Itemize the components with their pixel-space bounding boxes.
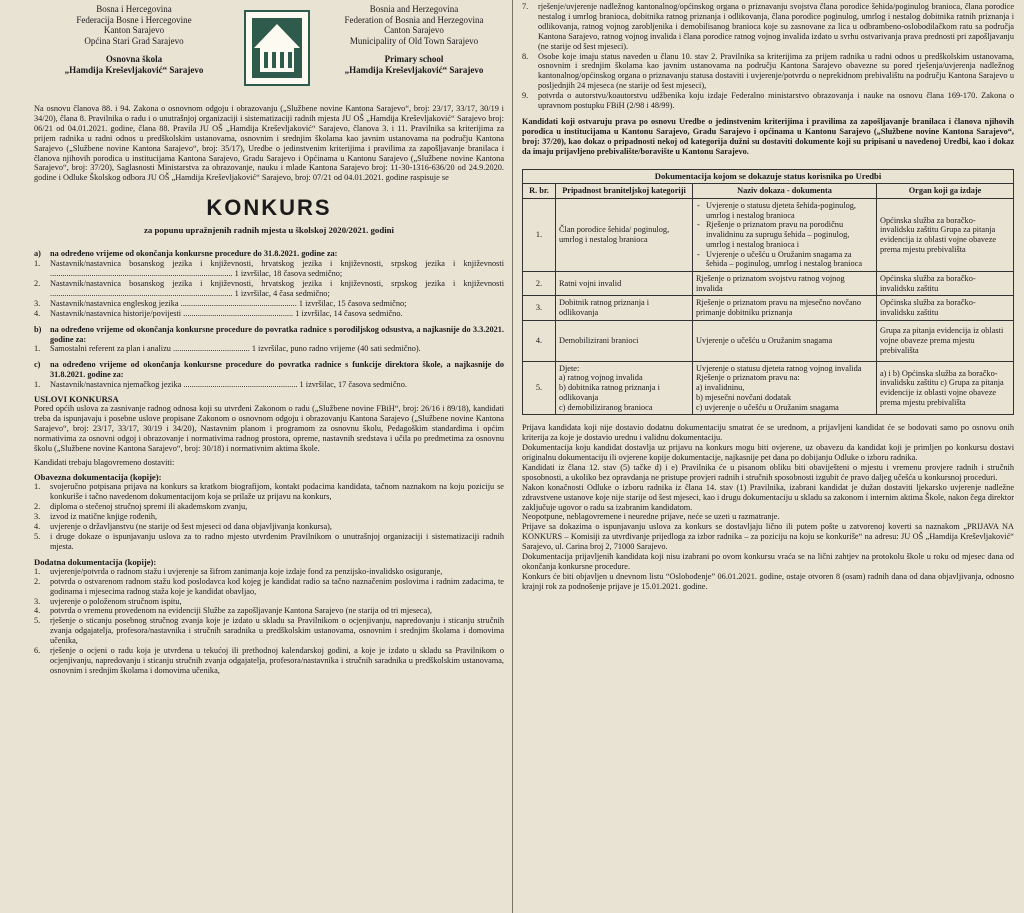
list-item: uvjerenje/potvrda o radnom stažu i uvjerenje sa šifrom zanimanja koje izdaje fond za penzijsko-invalidsko osiguranje,	[50, 566, 443, 576]
list-number: 2.	[34, 502, 41, 512]
table-cell: 4.	[523, 320, 556, 361]
list-item: diploma o stečenoj stručnoj spremi ili akademskom zvanju,	[50, 502, 248, 512]
table-header: Pripadnost braniteljskoj kategoriji	[556, 184, 693, 199]
table-cell	[693, 199, 877, 272]
list-number: 9.	[522, 91, 529, 101]
table-cell: Rješenje o priznatom svojstvu ratnog vojnog invalida	[693, 271, 877, 295]
cell-line: c) demobiliziranog branioca	[559, 402, 653, 412]
list-number: 1.	[34, 259, 41, 269]
table-row	[523, 199, 1014, 272]
table-row	[523, 296, 1014, 320]
section-b	[34, 325, 504, 355]
table-cell: Rješenje o priznatom pravu na mjesečno novčano primanje dobitniku priznanja	[693, 296, 877, 320]
section-letter: b)	[34, 324, 42, 334]
table-cell: Demobilizirani branioci	[556, 320, 693, 361]
section-letter: a)	[34, 249, 41, 259]
list-item: Nastavnik/nastavnica bosanskog jezika i književnosti, hrvatskog jezika i književnosti, srpskog jezika i književnosti ........................................................................................ 1 izvršilac, 4 časa sedmično;	[50, 278, 504, 298]
list-number: 2.	[34, 278, 41, 288]
letterhead-left	[34, 4, 234, 75]
list-item: Nastavnik/nastavnica bosanskog jezika i književnosti, hrvatskog jezika i književnosti, srpskog jezika i književnosti ........................................................................................ 1 izvršilac, 18 časova sedmično;	[50, 259, 504, 279]
school-name-bs: Osnovna škola	[105, 54, 163, 64]
section-heading: na određeno vrijeme od okončanja konkursne procedure do povratka radnice s porodiljskog odsustva, a najkasnije do 3.3.2021. godine za:	[50, 324, 504, 344]
table-cell	[556, 361, 693, 415]
list-number: 4.	[34, 606, 41, 616]
table-cell: 5.	[523, 361, 556, 415]
table-cell: 3.	[523, 296, 556, 320]
table-cell: Član porodice šehida/ poginulog, umrlog i nestalog branioca	[556, 199, 693, 272]
cell-line: a) ratnog vojnog invalida	[559, 373, 643, 383]
list-item: Osobe koje imaju status naveden u članu 10. stav 2. Pravilnika sa kriterijima za prijem radnika u radni odnos u predškolskim ustanovama, osnovnim i srednjim školama kao javnim ustanovama na području Kantona Sarajevo obavezne su pored rješenja/uvjerenja nadležnog kantonalnog/općinskog organa o priznavanju statusa dostaviti i uvjerenje/potvrdu o neprekidnom prebivalištu na području Kantona Sarajevo u posljednjih 24 mjeseca (ne starije od šest mjeseci),	[538, 51, 1014, 91]
list-item: potvrda o vremenu provedenom na evidenciji Službe za zapošljavanje Kantona Sarajevo (ne starija od tri mjeseca),	[50, 606, 432, 616]
page-subtitle: za popunu upražnjenih radnih mjesta u školskoj 2020/2021. godini	[143, 225, 395, 236]
list-item: rješenje/uvjerenje nadležnog kantonalnog/općinskog organa o priznavanju svojstva člana porodice šehida/poginulog branioca, člana porodice nestalog i umrlog branioca, dobitnika ratnog priznanja i odlikovanja, člana porodice poginulog, umrlog i nestalog dobitnika ratnih priznanja i odlikovanja, ratnog vojnog zarobljenika i demobilisanog branioca koje su zasnovane za lica u odbrambeno-oslobodilačkom ratu sa područja Kantona Sarajevo, ratnog vojnog invalida i člana porodice ratnog vojnog invalida izdato u svrhu ostvarivanja prava prednosti pri zapošljavanju (ne starije od šest mjeseci).	[538, 2, 1014, 51]
table-header: R. br.	[523, 184, 556, 199]
school-logo-icon	[244, 10, 310, 86]
closing-paragraph: Kandidati iz člana 12. stav (5) tačke d) i e) Pravilnika će u pisanom obliku biti obaviješteni o mjestu i vremenu provjere radnih i stručnih sposobnosti, a ukoliko bez opravdanja ne pristupe provjeri radnih i stručnih sposobnosti izgubit će pravo daljeg učešća u konkursnoj proceduri.	[522, 462, 1014, 482]
list-number: 2.	[34, 576, 41, 586]
kandidati-text: Kandidati trebaju blagovremeno dostaviti:	[34, 457, 175, 467]
obavezna-heading: Obavezna dokumentacija (kopije):	[34, 472, 162, 483]
right-column	[516, 0, 1024, 913]
closing-paragraph: Prijave sa dokazima o ispunjavanju uslova za konkurs se dostavljaju lično ili putem pošte u zatvorenoj koverti sa naznakom „PRIJAVA NA KONKURS – Komisiji za utvrđivanje prijedloga za izbor radnika – za poziciju na koju se konkuriše“ na adresu: JU OŠ „Hamdija Kreševljaković“ Sarajevo, ul. Carina broj 2, 71000 Sarajevo.	[522, 522, 1014, 552]
closing-paragraph: Nakon konačnosti Odluke o izboru radnika iz člana 14. stav (1) Pravilnika, izabrani kandidat je dužan dostaviti ljekarsko uvjerenje nadležne zdravstvene ustanove koje nije starije od šest mjeseci, kao i drugu dokumentaciju u skladu sa zakonom i internim aktima Škole, nakon čega direktor zaključuje ugovor o radu sa izabranim kandidatom.	[522, 482, 1014, 512]
list-item: svojeručno potpisana prijava na konkurs sa kratkom biografijom, kontakt podacima kandidata, tačnom naznakom na koju poziciju se konkuriše i tačno navedenom dokumentacijom koja se prilaže uz prijavu na konkurs,	[50, 482, 504, 502]
school-name-en: Primary school	[384, 54, 444, 64]
list-number: 5.	[34, 532, 41, 541]
table-cell: 1.	[523, 199, 556, 272]
table-cell: Općinska služba za boračko-invalidsku zaštitu	[877, 296, 1014, 320]
list-item: uvjerenje o državljanstvu (ne starije od šest mjeseci od dana objavljivanja konkursa),	[50, 522, 333, 532]
list-number: 4.	[34, 308, 41, 318]
uslovi-text: Pored općih uslova za zasnivanje radnog odnosa koji su utvrđeni Zakonom o radu („Službene novine FBiH“, broj: 26/16 i 89/18), kandidati treba da ispunjavaju i posebne uslove propisane Zakonom o osnovnom odgoju i obrazovanju Kantona Sarajevo („Službene novine Kantona Sarajevo“, broj: 23/17, 33/17, 30/19 i 34/20), Nastavnim planom i programom za osnovnu školu, Pedagoškim standardima i općim normativima za osnovni odgoj i obrazovanje i normativima radnog prostora, opreme, nastavnih sredstava i učila po predmetima za osnovnu školu („Službene novine Kantona Sarajevo“, broj: 30/18) i normativnim aktima škole.	[34, 404, 504, 453]
section-letter: c)	[34, 360, 41, 370]
table-cell: Općinska služba za boračko-invalidsku zaštitu Grupa za pitanja evidencija iz oblasti vojne obaveze prema mjestu prebivališta	[877, 199, 1014, 272]
hdr-left-line: Kanton Sarajevo	[103, 25, 165, 35]
list-item: potvrda o autorstvu/koautorstvu udžbenika koju izdaje Federalno ministarstvo obrazovanja i nauke na osnovu člana 169-170. Zakona o upravnom postupku FBiH (2/98 i 48/99).	[538, 91, 1014, 111]
table-header: Organ koji ga izdaje	[877, 184, 1014, 199]
closing-paragraph: Prijava kandidata koji nije dostavio dodatnu dokumentaciju smatrat će se urednom, a prijavljeni kandidat će se bodovati samo po osnovu onih kriterija za koje je dostavio urednu i validnu dokumentaciju.	[522, 423, 1014, 443]
list-number: 8.	[522, 51, 529, 61]
hdr-right-line: Canton Sarajevo	[384, 25, 444, 35]
hdr-right-line: Bosnia and Herzegovina	[369, 4, 459, 14]
list-number: 3.	[34, 298, 41, 308]
list-item: rješenje o ocjeni o radu koja je utvrđena u tekućoj ili prethodnoj kalendarskoj godini, a koje je izdato u skladu sa Pravilnikom o ocjenjivanju, napredovanju i sticanju stručnih zvanja odgajatelja, profesora/nastavnika i stručnih saradnika u predškolskim ustanovama, osnovnim i srednjim školama i domovima učenika,	[50, 646, 504, 675]
section-heading: na određeno vrijeme od okončanja konkursne procedure do 31.8.2021. godine za:	[50, 249, 338, 259]
closing-block	[522, 423, 1014, 591]
list-item: Nastavnik/nastavnica engleskog jezika ........................................................ 1 izvršilac, 15 časova sedmično;	[50, 298, 407, 308]
list-number: 1.	[34, 380, 41, 390]
cell-line: b) mjesečni novčani dodatak	[696, 392, 792, 402]
cell-line: Uvjerenje o statusu djeteta ratnog vojnog invalida	[696, 363, 862, 373]
table-cell: Grupa za pitanja evidencija iz oblasti vojne obaveze prema mjestu prebivališta	[877, 320, 1014, 361]
doc-item: - Uvjerenje o učešću u Oružanim snagama za šehida – poginulog, umrlog i nestalog branioca	[706, 250, 873, 269]
closing-paragraph: Konkurs će biti objavljen u dnevnom listu “Oslobođenje” 06.01.2021. godine, ostaje otvoren 8 (osam) radnih dana od dana objavljivanja, odnosno krajnji rok za podnošenje prijave je 15.01.2021. godine.	[522, 571, 1014, 591]
closing-paragraph: Dokumentacija koju kandidat dostavlja uz prijavu na konkurs mogu biti ovjerene, uz obavezu da kandidat koji je primljen po konkursu dostavi originalnu dokumentaciju ili ovjerene kopije dokumentacije, najkasnije pet dana po dobijanju Odluke o izboru radnika.	[522, 443, 1014, 462]
table-cell: a) i b) Općinska služba za boračko-invalidsku zaštitu c) Grupa za pitanja evidencije iz oblasti vojne obaveze prema mjestu prebivališta	[877, 361, 1014, 415]
list-number: 7.	[522, 2, 529, 11]
hdr-right-line: Municipality of Old Town Sarajevo	[349, 35, 479, 46]
hdr-left-line: Federacija Bosne i Hercegovine	[76, 14, 192, 25]
section-a	[34, 249, 504, 318]
section-c	[34, 360, 504, 390]
list-number: 3.	[34, 512, 41, 522]
list-number: 1.	[34, 482, 41, 492]
table-cell: Općinska služba za boračko-invalidsku zaštitu	[877, 271, 1014, 295]
closing-paragraph: Neopotpune, neblagovremene i neuredne prijave, neće se uzeti u razmatranje.	[522, 512, 780, 522]
list-item: Nastavnik/nastavnica historije/povijesti ..................................................... 1 izvršilac, 14 časova sedmično.	[50, 308, 403, 318]
table-row	[523, 271, 1014, 295]
list-item: uvjerenje o položenom stručnom ispitu,	[50, 596, 182, 606]
cell-line: Rješenje o priznatom pravu na:	[696, 373, 800, 383]
table-cell: Dobitnik ratnog priznanja i odlikovanja	[556, 296, 693, 320]
table-row	[523, 320, 1014, 361]
cell-line: b) dobitnika ratnog priznanja i odlikovanja	[559, 383, 660, 402]
list-number: 5.	[34, 616, 41, 626]
page-title: KONKURS	[206, 195, 332, 221]
cell-line: Djete:	[559, 363, 580, 373]
uslovi-heading: USLOVI KONKURSA	[34, 394, 119, 405]
doc-item: - Rješenje o priznatom pravu na porodičnu invalidninu za suprugu šehida – poginulog, umrlog i nestalog branioca i	[706, 220, 873, 249]
table-cell: Ratni vojni invalid	[556, 271, 693, 295]
table-header: Naziv dokaza - dokumenta	[693, 184, 877, 199]
list-number: 1.	[34, 344, 41, 354]
closing-paragraph: Dokumentacija prijavljenih kandidata koji nisu izabrani po ovom konkursu vraća se na lični zahtjev na protokolu škole u roku od mjesec dana od okončanja konkursne procedure.	[522, 552, 1014, 571]
list-item: i druge dokaze o ispunjavanju uslova za to radno mjesto utvrđenim Pravilnikom o unutrašnjoj organizaciji i sistematizaciji radnih mjesta.	[50, 532, 504, 551]
list-number: 4.	[34, 522, 41, 532]
school-name-bs: „Hamdija Kreševljaković“ Sarajevo	[64, 64, 204, 75]
table-cell: 2.	[523, 271, 556, 295]
list-number: 6.	[34, 646, 41, 656]
doc-item: - Uvjerenje o statusu djeteta šehida-poginulog, umrlog i nestalog branioca	[706, 201, 873, 220]
hdr-left-line: Bosna i Hercegovina	[96, 4, 172, 14]
list-number: 1.	[34, 566, 41, 576]
list-number: 3.	[34, 596, 41, 606]
list-item: Samostalni referent za plan i analizu ..................................... 1 izvršilac, puno radno vrijeme (40 sati sedmično).	[50, 344, 421, 354]
list-item: Nastavnik/nastavnica njemačkog jezika ....................................................... 1 izvršilac, 17 časova sedmično.	[50, 380, 407, 390]
documentation-table	[522, 169, 1014, 416]
table-cell	[693, 361, 877, 415]
cell-line: a) invalidninu,	[696, 383, 745, 393]
letterhead	[34, 4, 504, 102]
column-divider	[512, 0, 513, 913]
dodatna-heading: Dodatna dokumentacija (kopije):	[34, 556, 157, 567]
hdr-right-line: Federation of Bosnia and Herzegovina	[344, 14, 484, 25]
branioci-paragraph: Kandidati koji ostvaruju prava po osnovu Uredbe o jedinstvenim kriterijima i pravilima za zapošljavanje branilaca i članova njihovih porodica u institucijama u Kantonu Sarajevo, Gradu Sarajevo i općinama u Kantonu Sarajevo („Službene novine Kantona Sarajevo“, broj: 37/20), kao dokaz o pripadnosti nekoj od kategorija dužni su dostaviti dokumente koji su pripisani u navedenoj Uredbi, kao i dokaz da imaju prijavljeno prebivalište/boravište u Kantonu Sarajevo.	[522, 116, 1014, 156]
hdr-left-line: Općina Stari Grad Sarajevo	[84, 35, 184, 46]
list-item: rješenje o sticanju posebnog stručnog zvanja koje je izdato u skladu sa Pravilnikom o ocjenjivanju, napredovanju i sticanju stručnih zvanja odgajatelja, profesora/nastavnika i stručnih saradnika u predškolskim ustanovama, osnovnim i srednjim školama i domovima učenika,	[50, 616, 504, 646]
table-title: Dokumentacija kojom se dokazuje status korisnika po Uredbi	[523, 169, 1014, 184]
table-row	[523, 361, 1014, 415]
intro-paragraph: Na osnovu članova 88. i 94. Zakona o osnovnom odgoju i obrazovanju („Službene novine Kantona Sarajevo“, broj: 23/17, 33/17, 30/19 i 34/20), člana 8. Pravilnika o radu i o unutrašnjoj organizaciji i sistematizaciji radnih mjesta JU OŠ „Hamdija Kreševljaković“ Sarajevo broj: 06/21 od 04.01.2021. godine, člana 88. Pravila JU OŠ „Hamdija Kreševljaković“ Sarajevo, članova 3. i 11. Pravilnika sa kriterijima za prijem radnika u radni odnos u predškolskim ustanovama, osnovnim i srednjim školama kao javnim ustanovama na području Kantona Sarajevo („Službene novine Kantona Sarajevo“, broj: 35/17), Uredbe o jedinstvenim kriterijima i pravilima za zapošljavanje branilaca i članova njihovih porodica u institucijama Kantona Sarajevo, Gradu Sarajevo i Općinama u Kantonu Sarajevo („Službene novine Kantona Sarajevo“, broj: 37/20), Saglasnosti Ministarstva za obrazovanje, nauku i mlade Kantona Sarajevo broj: 11-30-1316-636/20 od 24.9.2020. godine i Odluke Školskog odbora JU OŠ „Hamdija Kreševljaković“ Sarajevo, broj: 07/21 od 04.01.2021. godine raspisuje se	[34, 104, 504, 183]
list-item: potvrda o ostvarenom radnom stažu kod poslodavca kod kojeg je kandidat radio sa tačno naznačenim poslovima i radnim zadacima, te godinama i mjesecima radnog staža koje je kandidat obavljao,	[50, 576, 504, 596]
letterhead-right	[314, 4, 512, 75]
section-heading: na određeno vrijeme od okončanja konkursne procedure do povratka radnice s funkcije direktora škole, a najkasnije do 31.8.2021. godine za:	[50, 360, 504, 380]
list-item: izvod iz matične knjige rođenih,	[50, 512, 158, 522]
cell-line: c) uvjerenje o učešću u Oružanim snagama	[696, 402, 839, 412]
table-cell: Uvjerenje o učešću u Oružanim snagama	[693, 320, 877, 361]
school-name-en: „Hamdija Kreševljaković“ Sarajevo	[344, 64, 484, 75]
